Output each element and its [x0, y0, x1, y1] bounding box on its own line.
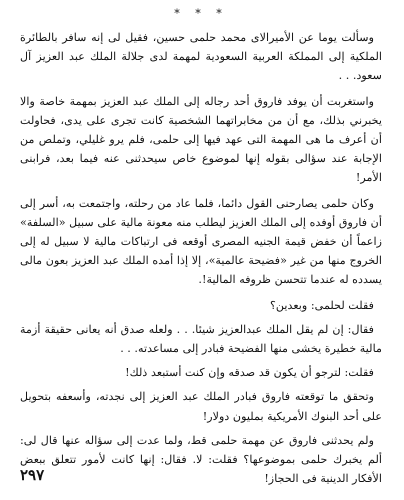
- page-body: [20, 28, 382, 488]
- paragraph-4: فقلت لحلمى: وبعدين؟: [269, 298, 374, 312]
- paragraph-7: وتحقق ما توقعته فاروق فبادر الملك عبد العزيز إلى نجدته، وأسعفه بتحويل على أحد البنوك الأمريكية بمليون دولار!: [20, 390, 382, 423]
- page-number: ٢٩٧: [20, 466, 45, 484]
- paragraph-6: فقلت: لترجو أن يكون قد صدقه وإن كنت أستبعد ذلك!: [125, 366, 374, 380]
- paragraph-2: واستغربت أن يوفد فاروق أحد رجاله إلى الملك عبد العزيز بمهمة خاصة والا يخبرني بذلك، مع أن من مخابراتهما الشخصية كانت تجرى على يدى، فحاولت أن أعرف ما هى المهمة التى عهد فيها إلى حلمى، فلم يرو غليلي، وتملص من الإجابة عند سؤالى بقوله إنها لموضوع خاص سيحدثنى عنه فيما بعد، فرابنى الأمر!: [20, 94, 382, 185]
- paragraph-5: فقال: إن لم يقل الملك عبدالعزيز شيئا. . . ولعله صدق أنه يعانى حقيقة أزمة مالية خطيرة يخشى منها الفضيحة فبادر إلى مساعدته. . .: [20, 322, 382, 356]
- section-ornament: * * *: [174, 7, 228, 20]
- paragraph-3: وكان حلمى يصارحنى القول دائما، فلما عاد من رحلته، واجتمعت به، أسر إلى أن فاروق أوفده إلى الملك العزيز ليطلب منه معونة مالية على سبيل «السلفة» زاعماً أن خفض قيمة الجنيه المصرى أوقعه فى ارتباكات مالية لا سبيل له إلى الخروج منها من غير «فضيحة عالمية»، إلا إذا أمده الملك عبد العزيز بعون مالى يسدده له عندما تتحسن ظروفه المالية!.: [20, 196, 382, 287]
- paragraph-1: وسألت يوما عن الأميرالاى محمد حلمى حسين، فقيل لى إنه سافر بالطائرة الملكية إلى المملكة العربية السعودية لمهمة لدى جلالة الملك عبد العزيز آل سعود. . .: [20, 31, 382, 83]
- paragraph-8: ولم يحدثنى فاروق عن مهمة حلمى قط، ولما عدت إلى سؤاله عنها قال لى: ألم يخبرك حلمى بموضوعها؟ فقلت: لا. فقال: إنها كانت لأمور تتعلق ببعض الأفكار الدينية فى الحجاز!: [20, 433, 382, 486]
